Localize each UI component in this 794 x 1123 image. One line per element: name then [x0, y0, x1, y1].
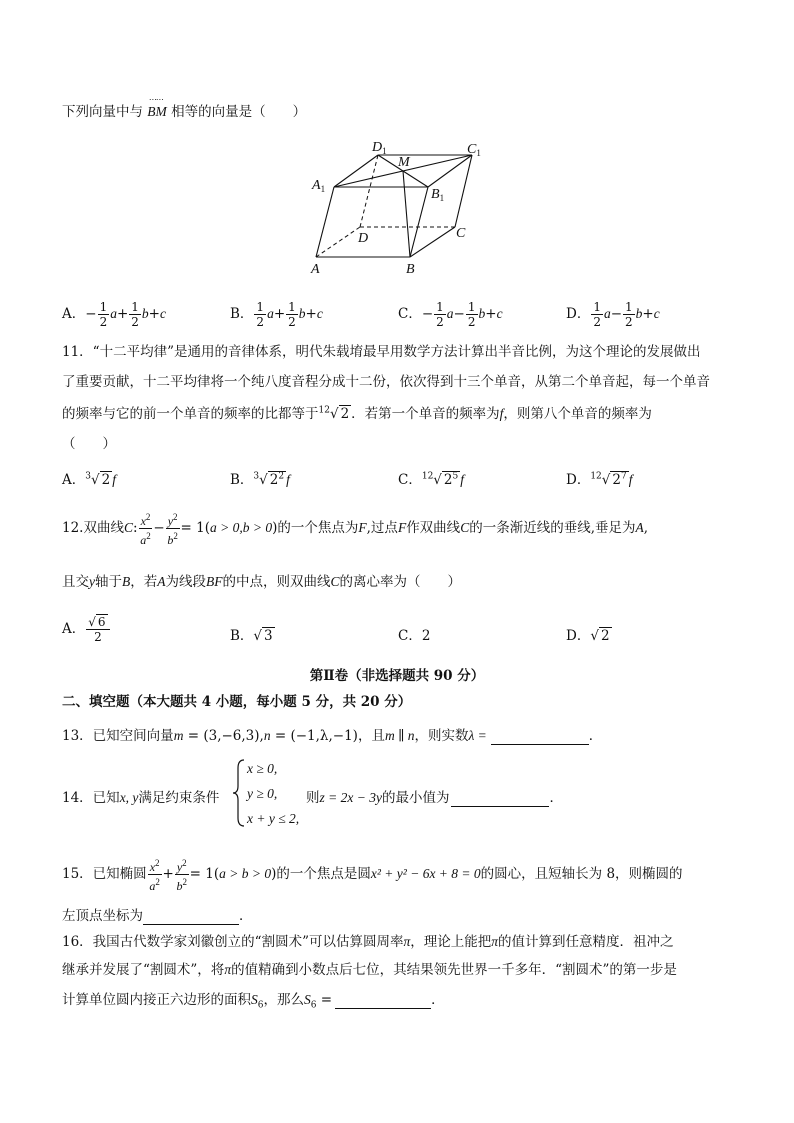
- constraint-3: x + y ≤ 2,: [247, 811, 300, 826]
- option-sign: −: [610, 306, 623, 322]
- q11-line3-mid: ．若第一个单音的频率为: [351, 406, 500, 422]
- radicand-base: 2: [101, 472, 111, 488]
- option-sign: +: [116, 306, 129, 322]
- frac-den: 2: [131, 315, 139, 329]
- option-sign: −: [421, 306, 434, 322]
- var-s: S: [251, 992, 258, 1007]
- q12-line2-c: 为线段: [165, 574, 206, 590]
- q14-tail: [306, 786, 563, 807]
- vector-c: c: [316, 306, 323, 321]
- frac-num: 1: [436, 300, 444, 314]
- vector-b: b: [635, 306, 643, 321]
- q10-option-a[interactable]: [62, 300, 166, 329]
- option-letter: B．: [230, 628, 254, 644]
- q12-line2: [62, 570, 461, 590]
- q11-line4: （ ）: [62, 436, 116, 452]
- frac-den: 2: [436, 315, 444, 329]
- pi: π: [403, 934, 411, 949]
- segment-bf: BF: [206, 574, 223, 589]
- frac-den: 2: [625, 315, 633, 329]
- radicand: 3: [264, 628, 273, 644]
- frac-den: $a^2$: [149, 877, 160, 893]
- radicand-base: 2: [443, 472, 453, 488]
- q12-post2: ,过点: [366, 520, 398, 536]
- objective: z = 2x − 3y: [319, 790, 382, 805]
- q14-pre: 14．已知: [62, 790, 120, 806]
- radicand: [100, 471, 113, 488]
- q12-line2-d: 的中点，则双曲线: [222, 574, 331, 590]
- fraction: [98, 300, 110, 329]
- colon: :: [133, 520, 138, 536]
- option-letter: A．: [62, 472, 86, 488]
- vector-b: b: [478, 306, 486, 321]
- q11-option-b[interactable]: [230, 468, 290, 488]
- frac-num: 1: [593, 300, 601, 314]
- q11-line3-pre: 的频率与它的前一个单音的频率的比都等于: [62, 406, 319, 422]
- q12-line1: 12.双曲线C: $\frac{x^2}{a^2}$ − $\frac{y^2}{b^2}$ = 1(a > 0,b > 0)的一个焦点为F,过点F作双曲线C的一条渐近线的垂线,垂足为A,: [62, 512, 649, 547]
- q12-line2-pre: 且交: [62, 574, 89, 590]
- q16-line1-mid: ，理论上能把: [410, 934, 492, 950]
- q11-option-d[interactable]: [566, 468, 632, 488]
- option-letter: D．: [566, 472, 591, 488]
- radical-icon: √: [601, 472, 611, 488]
- parallelepiped-figure: [300, 135, 500, 280]
- frac-num: 1: [99, 300, 108, 314]
- var-a-point: A: [635, 520, 644, 535]
- var-a: a: [149, 879, 156, 893]
- frac-den: $b^2$: [176, 877, 187, 893]
- var-f: f: [286, 472, 290, 487]
- radicand-base: 2: [269, 472, 279, 488]
- lambda-equals: λ =: [468, 728, 487, 743]
- option-sign: +: [273, 306, 286, 322]
- period: ．: [239, 908, 253, 924]
- option-letter: A．: [62, 621, 86, 637]
- frac-den: 2: [256, 315, 265, 329]
- root-index: 3: [253, 471, 260, 482]
- period: ．: [431, 992, 445, 1008]
- frac-den: 2: [99, 315, 108, 329]
- frac-den: 2: [288, 315, 296, 329]
- vars-xy: x, y: [119, 790, 139, 805]
- vector-a: a: [603, 306, 611, 321]
- radical-icon: √: [590, 628, 599, 644]
- condition: a > 0,b > 0: [210, 520, 273, 535]
- q15-line2: [62, 904, 253, 925]
- label-a1: $A_1$: [312, 178, 326, 194]
- var-a-point: A: [157, 574, 166, 589]
- q16-line3: [62, 988, 445, 1011]
- radicand: 2: [340, 406, 350, 422]
- frac-den: $b^2$: [167, 531, 178, 547]
- radicand: [268, 471, 286, 488]
- q12-pre: 12.双曲线: [62, 520, 124, 536]
- radical-icon: √: [259, 472, 268, 488]
- q13-pre: 13．已知空间向量: [62, 728, 174, 744]
- q13-post: ，则实数: [414, 728, 469, 744]
- equals: = 1(: [189, 866, 220, 882]
- q11-option-c[interactable]: [398, 468, 464, 488]
- root-index: 12: [421, 471, 434, 482]
- var-c: C: [123, 520, 133, 535]
- pi: π: [224, 962, 232, 977]
- vector-b: b: [298, 306, 306, 321]
- parallel-condition: m ∥ n: [384, 728, 415, 743]
- pi: π: [491, 934, 499, 949]
- label-c: C: [456, 226, 466, 241]
- equals: =: [316, 992, 333, 1008]
- q16-line1: [62, 930, 674, 950]
- q11-line3: [62, 402, 652, 422]
- answer-blank[interactable]: [451, 790, 549, 807]
- option-letter: A．: [62, 306, 86, 322]
- var-b-point: B: [122, 574, 131, 589]
- fraction-y2-b2: [166, 510, 180, 547]
- radicand: 2: [600, 628, 610, 644]
- var-f: f: [112, 472, 116, 487]
- vector-c: c: [159, 306, 166, 321]
- option-letter: C．: [398, 472, 422, 488]
- radical-icon: √: [433, 472, 442, 488]
- q14: [62, 786, 219, 806]
- fraction: [86, 615, 109, 644]
- section-title: 二、填空题（本大题共 4 小题，每小题 5 分，共 20 分）: [62, 694, 412, 710]
- q13-mid: ，且: [357, 728, 385, 744]
- q12-option-d[interactable]: [566, 624, 612, 644]
- q16-line1-post: 的值计算到任意精度．祖冲之: [498, 934, 674, 950]
- part2-title: 第Ⅱ卷（非选择题共 90 分）: [309, 668, 485, 684]
- vector-m-value: = (3,−6,3),: [183, 728, 264, 744]
- condition: a > b > 0: [219, 866, 272, 881]
- frac-num: $x^2$: [140, 512, 151, 528]
- frac-den: 2: [467, 315, 476, 329]
- var-c: C: [460, 520, 470, 535]
- answer-blank[interactable]: [143, 908, 239, 925]
- q16-line3-pre: 计算单位圆内接正六边形的面积: [62, 992, 251, 1008]
- radicand: [610, 471, 628, 488]
- q11-option-a[interactable]: [62, 468, 116, 488]
- q10-stem: [62, 95, 307, 120]
- radicand-exponent: 7: [620, 471, 627, 482]
- frac-num: $x^2$: [149, 858, 160, 874]
- label-a: A: [311, 262, 320, 277]
- option-letter: B．: [230, 306, 254, 322]
- q14-post: 的最小值为: [381, 790, 450, 806]
- fraction: [466, 300, 478, 329]
- q12-line2-a: 轴于: [95, 574, 122, 590]
- q12-option-a[interactable]: [62, 615, 111, 644]
- frac-num: $y^2$: [167, 512, 178, 528]
- frac-den: 2: [94, 630, 102, 644]
- vector-arrow-icon: ⋯⋯: [148, 95, 163, 104]
- left-brace-icon: [232, 758, 246, 828]
- var-s: S: [303, 992, 311, 1007]
- answer-blank[interactable]: [335, 992, 431, 1009]
- option-value: 2: [421, 628, 431, 644]
- q10-option-b[interactable]: [230, 300, 323, 329]
- q10-option-c[interactable]: [398, 300, 503, 329]
- q16-line2-pre: 继承并发展了“割圆术”，将: [62, 962, 225, 978]
- frac-num: 1: [256, 300, 265, 314]
- var-y: y: [89, 574, 95, 589]
- label-c1: $C_1$: [467, 142, 481, 158]
- option-letter: C．: [398, 628, 422, 644]
- var-f: f: [499, 406, 504, 421]
- q12-post3: 作双曲线: [406, 520, 461, 536]
- q10-option-d[interactable]: [566, 300, 660, 329]
- var-f: F: [358, 520, 367, 535]
- fraction: [286, 300, 298, 329]
- root-index: 12: [318, 405, 330, 416]
- q10-stem-pre: 下列向量中与: [62, 104, 143, 120]
- root-index: 12: [590, 471, 602, 482]
- vector-c: c: [653, 306, 660, 321]
- radicand-exponent: 2: [278, 471, 285, 482]
- fraction: [623, 300, 635, 329]
- q12-option-b[interactable]: [230, 624, 275, 644]
- option-letter: B．: [230, 472, 254, 488]
- frac-den: $a^2$: [140, 531, 151, 547]
- frac-num: 1: [625, 300, 633, 314]
- label-b: B: [406, 262, 415, 277]
- option-sign: −: [453, 306, 465, 322]
- q11-line3-post: ，则第八个单音的频率为: [503, 406, 652, 422]
- vector-m: m: [173, 728, 184, 743]
- constraint-2: y ≥ 0,: [247, 786, 278, 801]
- vector-a: a: [446, 306, 454, 321]
- q14-mid: 满足约束条件: [138, 790, 220, 806]
- option-sign: +: [148, 306, 160, 322]
- var-x: x: [149, 860, 156, 874]
- q12-post4: 的一条渐近线的垂线,垂足为: [469, 520, 636, 536]
- q10-vector-bm: [147, 95, 167, 119]
- q12-line2-b: ，若: [130, 574, 158, 590]
- q10-vector-text: BM: [147, 104, 167, 119]
- q15-post1: )的一个焦点是圆: [271, 866, 371, 882]
- radicand-base: 2: [612, 472, 621, 488]
- option-sign: +: [485, 306, 497, 322]
- radical-icon: √: [90, 472, 100, 488]
- frac-num: $y^2$: [176, 858, 187, 874]
- constraint-1: x ≥ 0,: [247, 761, 278, 776]
- q13: [62, 724, 602, 745]
- q15-pre: 15．已知椭圆: [62, 866, 147, 882]
- vector-b: b: [141, 306, 149, 321]
- q11-line2: 了重要贡献，十二平均律将一个纯八度音程分成十二份，依次得到十三个单音，从第二个单音起，每一个单音: [62, 374, 710, 390]
- option-letter: C．: [398, 306, 422, 322]
- q10-stem-post: 相等的向量是（ ）: [171, 104, 307, 120]
- q15-line1: 15．已知椭圆 $\frac{x^2}{a^2}$ + $\frac{y^2}{b^2}$ = 1(a > b > 0)的一个焦点是圆x² + y² − 6x + 8 = 0的圆心，且短轴长为 8，则椭圆的: [62, 858, 683, 893]
- vector-n: n: [263, 728, 271, 743]
- frac-num: 1: [288, 300, 296, 314]
- fraction-x2-a2: [148, 856, 162, 893]
- fraction: [254, 300, 266, 329]
- frac-num: √ 6: [86, 615, 109, 630]
- fraction: [434, 300, 446, 329]
- radical-icon: √: [253, 628, 263, 644]
- equals: = 1(: [180, 520, 210, 536]
- q16-line2-post: 的值精确到小数点后七位，其结果领先世界一千多年．“割圆术”的第一步是: [231, 962, 677, 978]
- fraction-x2-a2: [139, 510, 153, 547]
- vector-c: c: [496, 306, 503, 321]
- option-sign: +: [305, 306, 317, 322]
- label-d: D: [358, 231, 369, 246]
- period: ．: [588, 728, 603, 744]
- q16-line2: [62, 958, 677, 978]
- fraction-y2-b2: [175, 856, 189, 893]
- radicand: [442, 471, 460, 488]
- label-d1: $D_1$: [372, 140, 387, 156]
- option-letter: D．: [566, 628, 591, 644]
- frac-den: 2: [593, 315, 601, 329]
- period: ．: [549, 790, 563, 806]
- q12-post1: )的一个焦点为: [272, 520, 359, 536]
- answer-blank[interactable]: [491, 728, 589, 745]
- q11-line1: 11．“十二平均律”是通用的音律体系，明代朱载堉最早用数学方法计算出半音比例，为这个理论的发展做出: [62, 344, 701, 360]
- var-y: y: [176, 860, 183, 874]
- var-f: F: [397, 520, 407, 535]
- var-f: f: [460, 472, 464, 487]
- q12-option-c[interactable]: [398, 624, 430, 644]
- subscript: 6: [257, 1000, 264, 1011]
- root-index: 3: [85, 471, 91, 482]
- q14-then: 则: [306, 790, 320, 806]
- comma: ,: [643, 520, 649, 536]
- option-letter: D．: [566, 306, 591, 322]
- radical-icon: √: [329, 406, 339, 422]
- option-sign: +: [642, 306, 654, 322]
- vector-a: a: [267, 306, 274, 321]
- vector-n-value: = (−1,λ,−1): [270, 728, 358, 744]
- radicand: 6: [97, 615, 106, 629]
- option-sign: −: [85, 306, 97, 322]
- var-a: a: [140, 533, 147, 547]
- circle-equation: x² + y² − 6x + 8 = 0: [370, 866, 481, 881]
- frac-num: 1: [467, 300, 476, 314]
- label-m: M: [398, 155, 410, 170]
- fraction: [591, 300, 603, 329]
- q15-post2: 的圆心，且短轴长为 8，则椭圆的: [480, 866, 683, 882]
- label-b1: $B_1$: [431, 187, 445, 203]
- fraction: [129, 300, 141, 329]
- var-c: C: [330, 574, 340, 589]
- q16-line1-pre: 16．我国古代数学家刘徽创立的“割圆术”可以估算圆周率: [62, 934, 404, 950]
- frac-num: 1: [131, 300, 139, 314]
- q15-line2-text: 左顶点坐标为: [62, 908, 143, 924]
- vector-a: a: [110, 306, 117, 321]
- var-b: b: [176, 879, 183, 893]
- var-y: y: [167, 514, 174, 528]
- var-x: x: [140, 514, 146, 528]
- var-b: b: [167, 533, 174, 547]
- q12-line2-e: 的离心率为（ ）: [339, 574, 462, 590]
- q16-line3-mid: ，那么: [263, 992, 304, 1008]
- var-f: f: [628, 472, 633, 487]
- radicand-exponent: 5: [452, 471, 459, 482]
- subscript: 6: [310, 1000, 317, 1011]
